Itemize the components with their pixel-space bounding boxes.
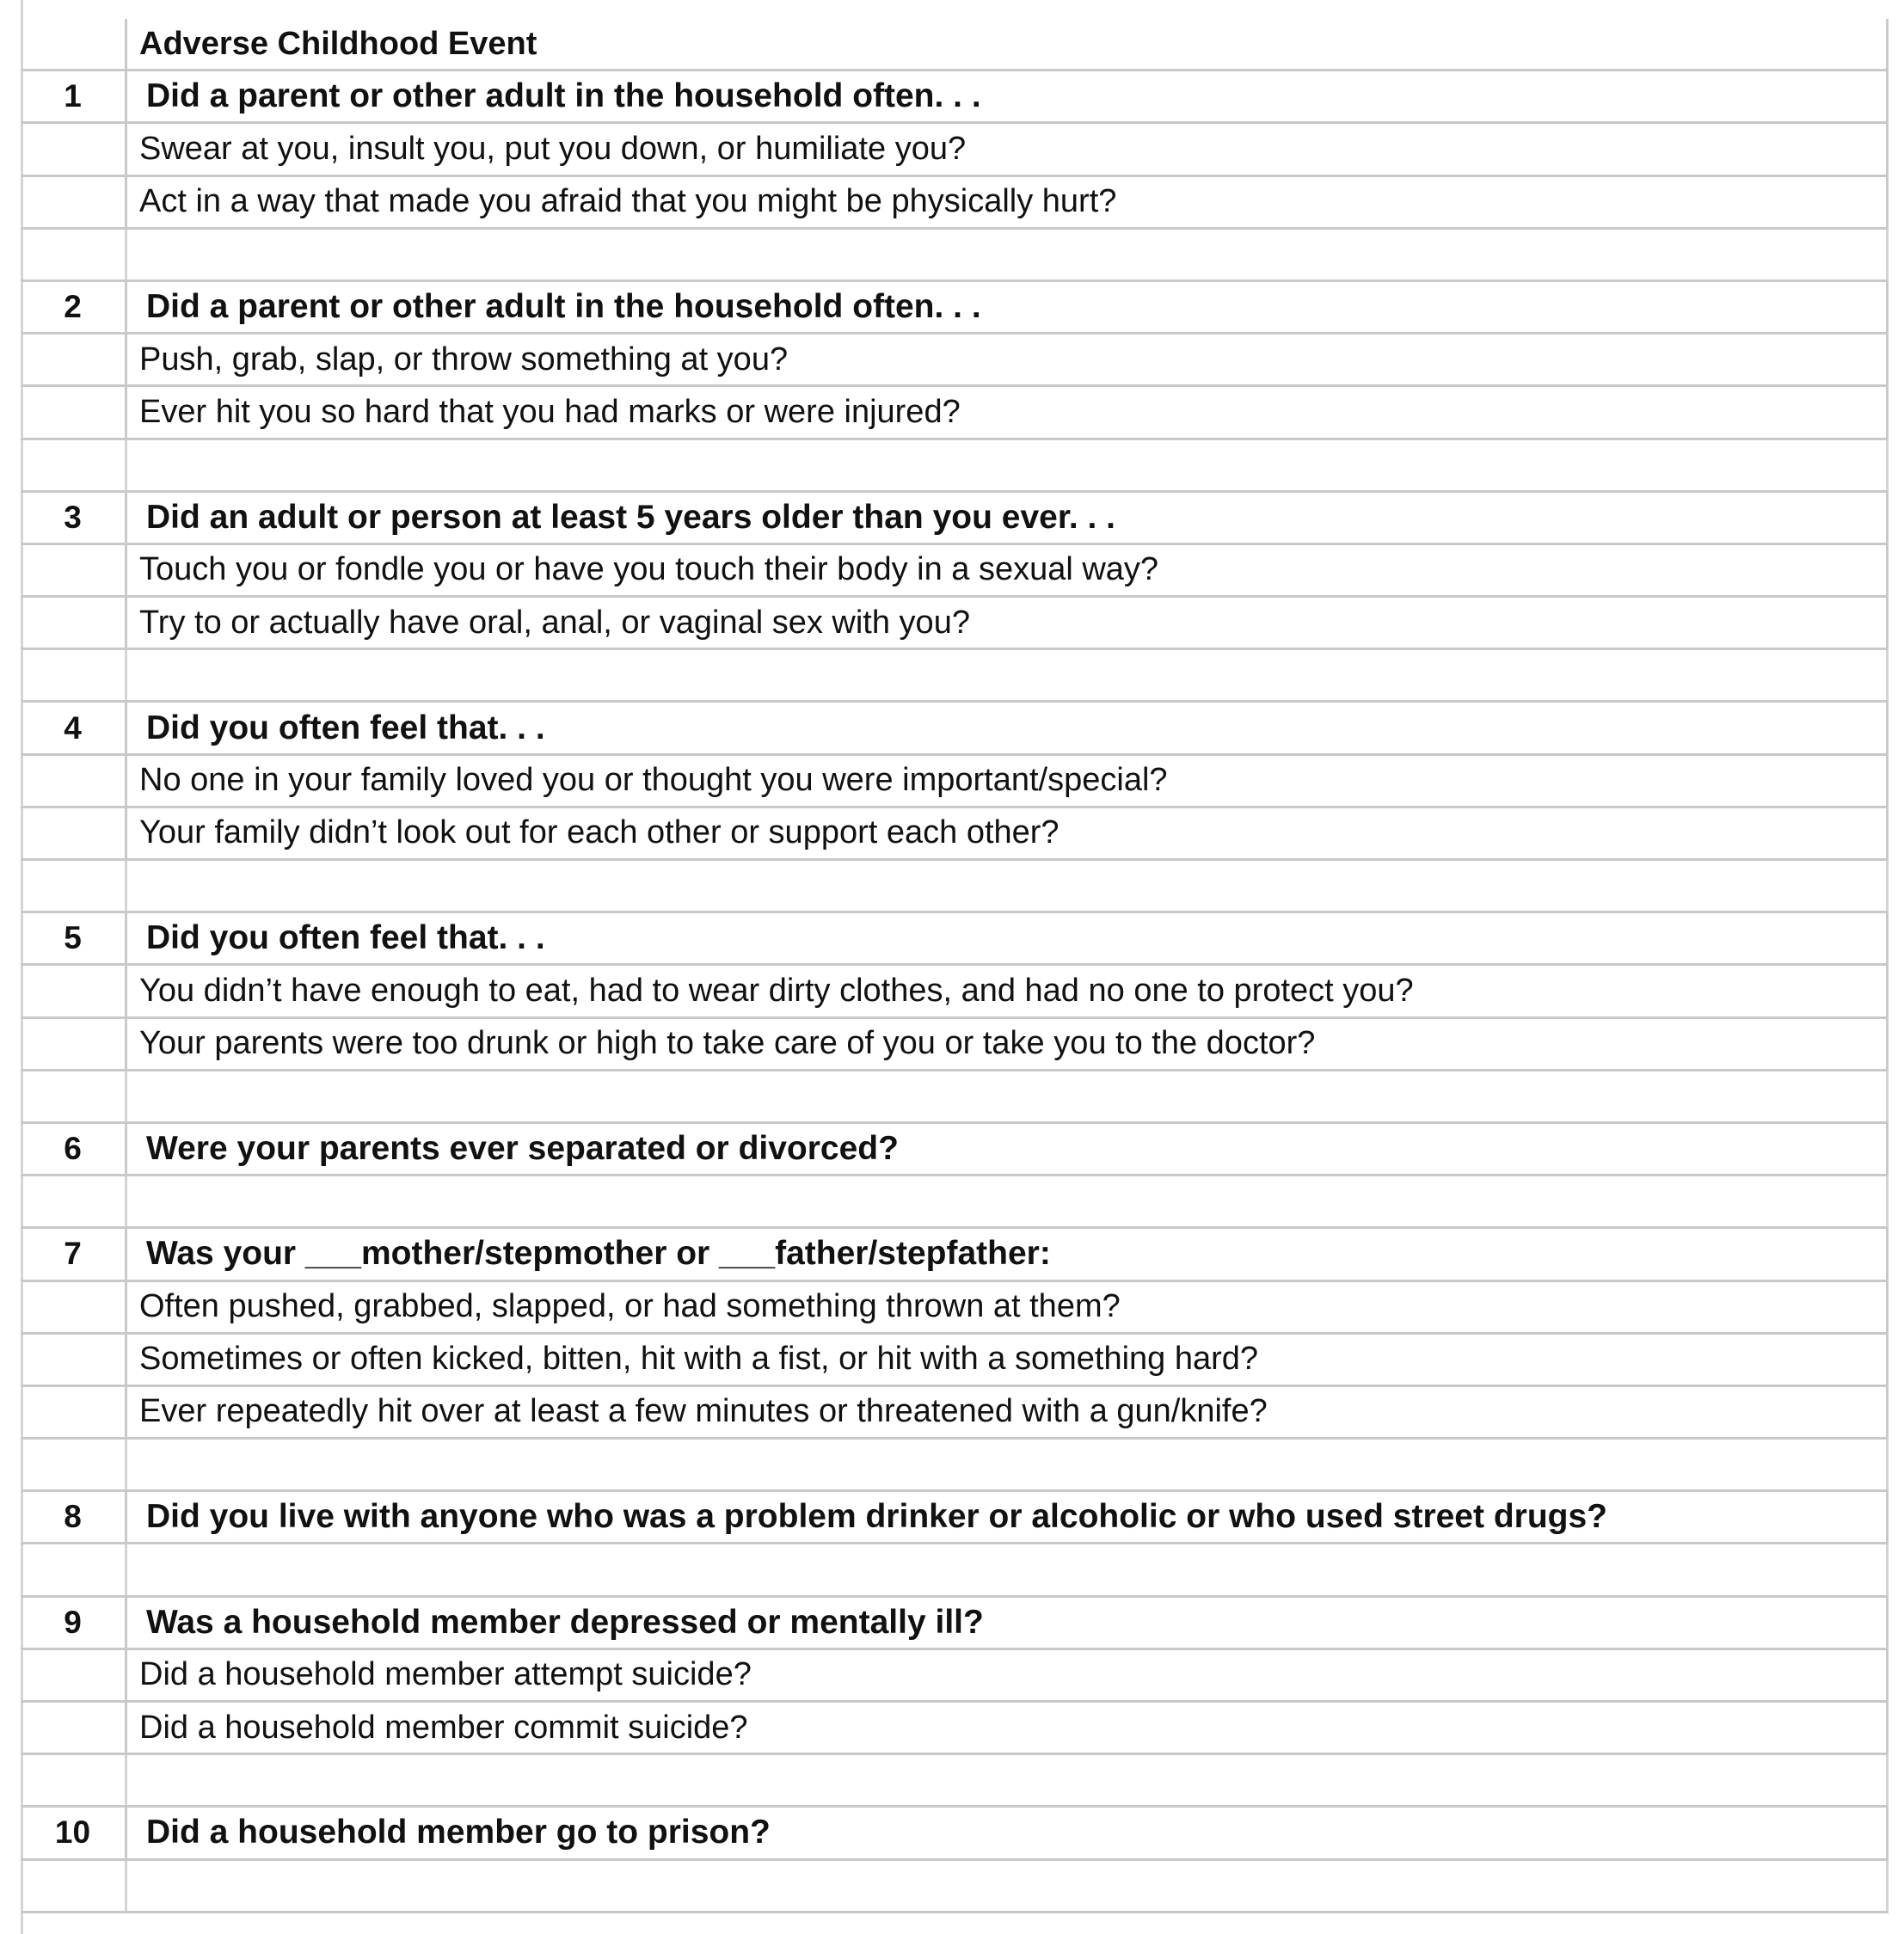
item-row xyxy=(21,1019,1889,1071)
item-row xyxy=(21,387,1889,439)
item-text: Act in a way that made you afraid that you might be physically hurt? xyxy=(127,177,1889,227)
item-row xyxy=(21,966,1889,1018)
row-number: 7 xyxy=(21,1229,127,1279)
question-row xyxy=(21,1808,1889,1860)
question-text: Did you live with anyone who was a problem drinker or alcoholic or who used street drugs? xyxy=(127,1492,1889,1542)
question-text: Did a household member go to prison? xyxy=(127,1808,1889,1857)
row-number: 3 xyxy=(21,493,127,543)
row-number xyxy=(21,545,127,595)
row-number xyxy=(21,1019,127,1069)
row-number: 10 xyxy=(21,1808,127,1857)
spacer-row xyxy=(21,650,1889,703)
empty-cell xyxy=(127,1071,1889,1121)
row-number: 2 xyxy=(21,282,127,332)
question-text: Were your parents ever separated or divorced? xyxy=(127,1124,1889,1174)
question-text: Did a parent or other adult in the household often. . . xyxy=(127,71,1889,121)
row-number xyxy=(21,177,127,227)
question-row xyxy=(21,913,1889,966)
item-text: No one in your family loved you or thought you were important/special? xyxy=(127,756,1889,806)
question-row xyxy=(21,703,1889,755)
question-row xyxy=(21,1598,1889,1650)
item-text: Ever hit you so hard that you had marks or were injured? xyxy=(127,387,1889,437)
header-title: Adverse Childhood Event xyxy=(127,19,1889,69)
item-text: Swear at you, insult you, put you down, or humiliate you? xyxy=(127,124,1889,174)
row-number xyxy=(21,1387,127,1437)
question-row xyxy=(21,282,1889,335)
row-number xyxy=(21,861,127,911)
spacer-row xyxy=(21,1755,1889,1808)
row-number: 5 xyxy=(21,913,127,963)
row-number: 4 xyxy=(21,703,127,752)
question-text: Did a parent or other adult in the household often. . . xyxy=(127,282,1889,332)
item-text: Often pushed, grabbed, slapped, or had something thrown at them? xyxy=(127,1282,1889,1332)
empty-cell xyxy=(127,650,1889,700)
header-number-cell xyxy=(21,19,127,69)
row-number: 8 xyxy=(21,1492,127,1542)
row-number xyxy=(21,1335,127,1384)
row-number xyxy=(21,230,127,279)
question-row xyxy=(21,1229,1889,1281)
empty-cell xyxy=(127,1861,1889,1911)
item-row xyxy=(21,1335,1889,1387)
question-row xyxy=(21,1492,1889,1544)
item-row xyxy=(21,545,1889,598)
question-text: Was a household member depressed or mentally ill? xyxy=(127,1598,1889,1648)
empty-cell xyxy=(127,440,1889,490)
item-row xyxy=(21,1282,1889,1335)
row-number xyxy=(21,440,127,490)
item-row xyxy=(21,177,1889,230)
row-number xyxy=(21,124,127,174)
item-row xyxy=(21,1387,1889,1440)
ace-table xyxy=(21,19,1889,1913)
empty-cell xyxy=(127,1440,1889,1489)
row-number xyxy=(21,335,127,384)
item-row xyxy=(21,756,1889,808)
row-number xyxy=(21,756,127,806)
item-row xyxy=(21,124,1889,176)
spacer-row xyxy=(21,1176,1889,1229)
row-number xyxy=(21,1703,127,1753)
spacer-row xyxy=(21,1861,1889,1913)
empty-cell xyxy=(127,230,1889,279)
row-number xyxy=(21,808,127,858)
spacer-row xyxy=(21,861,1889,913)
row-number xyxy=(21,966,127,1016)
row-number xyxy=(21,1282,127,1332)
item-text: Did a household member attempt suicide? xyxy=(127,1650,1889,1700)
item-text: Did a household member commit suicide? xyxy=(127,1703,1889,1753)
item-row xyxy=(21,1650,1889,1703)
table-header-row xyxy=(21,19,1889,71)
item-row xyxy=(21,335,1889,387)
question-text: Was your ___mother/stepmother or ___father/stepfather: xyxy=(127,1229,1889,1279)
item-row xyxy=(21,808,1889,861)
row-number xyxy=(21,1650,127,1700)
spacer-row xyxy=(21,230,1889,282)
row-number xyxy=(21,1544,127,1594)
item-text: Push, grab, slap, or throw something at you? xyxy=(127,335,1889,384)
question-text: Did an adult or person at least 5 years older than you ever. . . xyxy=(127,493,1889,543)
item-text: Touch you or fondle you or have you touch their body in a sexual way? xyxy=(127,545,1889,595)
spacer-row xyxy=(21,1544,1889,1597)
row-number: 6 xyxy=(21,1124,127,1174)
question-text: Did you often feel that. . . xyxy=(127,703,1889,752)
item-text: Ever repeatedly hit over at least a few minutes or threatened with a gun/knife? xyxy=(127,1387,1889,1437)
empty-cell xyxy=(127,1544,1889,1594)
empty-cell xyxy=(127,1176,1889,1226)
spacer-row xyxy=(21,1440,1889,1492)
question-row xyxy=(21,71,1889,124)
item-text: Your family didn’t look out for each other or support each other? xyxy=(127,808,1889,858)
spacer-row xyxy=(21,440,1889,493)
table-body xyxy=(21,71,1889,1913)
row-number: 1 xyxy=(21,71,127,121)
row-number: 9 xyxy=(21,1598,127,1648)
row-number xyxy=(21,1176,127,1226)
question-row xyxy=(21,493,1889,545)
row-number xyxy=(21,1861,127,1911)
row-number xyxy=(21,650,127,700)
spacer-row xyxy=(21,1071,1889,1124)
question-row xyxy=(21,1124,1889,1176)
row-number xyxy=(21,387,127,437)
item-text: You didn’t have enough to eat, had to wear dirty clothes, and had no one to protect you? xyxy=(127,966,1889,1016)
row-number xyxy=(21,1755,127,1805)
item-text: Sometimes or often kicked, bitten, hit with a fist, or hit with a something hard? xyxy=(127,1335,1889,1384)
item-text: Try to or actually have oral, anal, or vaginal sex with you? xyxy=(127,598,1889,648)
row-number xyxy=(21,598,127,648)
empty-cell xyxy=(127,861,1889,911)
row-number xyxy=(21,1440,127,1489)
item-row xyxy=(21,1703,1889,1755)
item-row xyxy=(21,598,1889,650)
item-text: Your parents were too drunk or high to take care of you or take you to the doctor? xyxy=(127,1019,1889,1069)
row-number xyxy=(21,1071,127,1121)
question-text: Did you often feel that. . . xyxy=(127,913,1889,963)
empty-cell xyxy=(127,1755,1889,1805)
